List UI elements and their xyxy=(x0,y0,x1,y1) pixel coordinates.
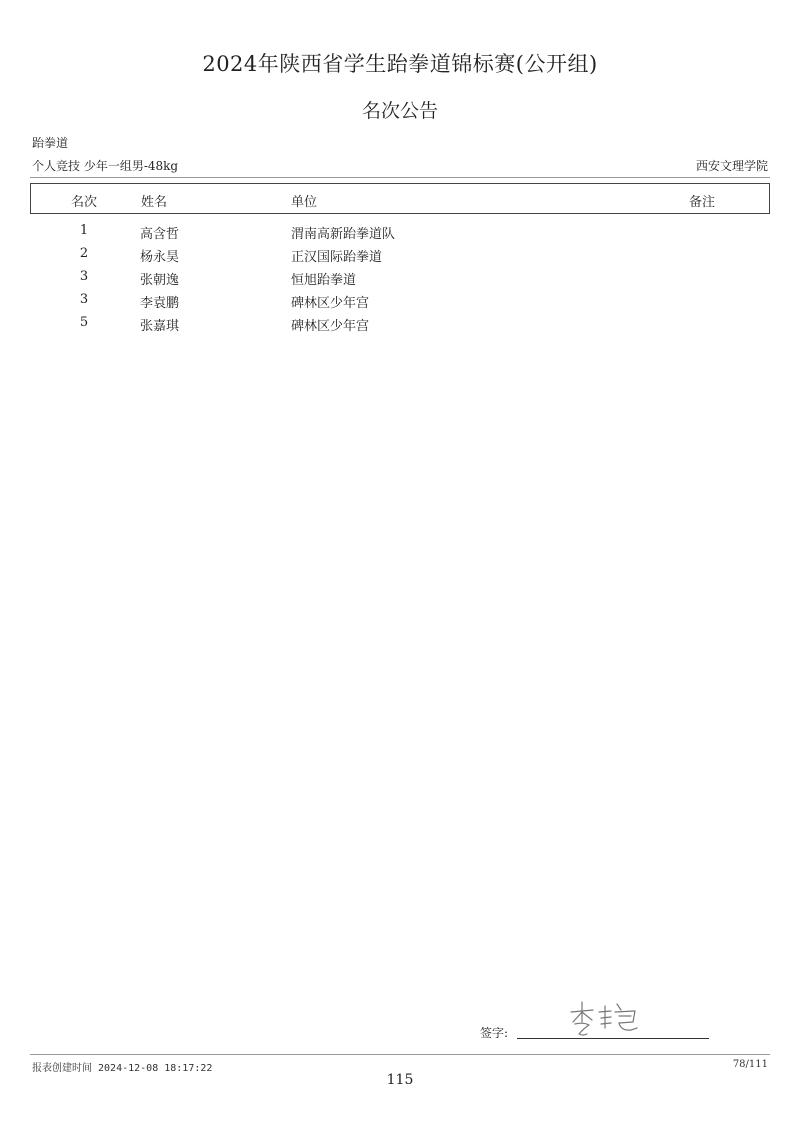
name-cell: 张嘉琪 xyxy=(140,319,180,334)
table-row xyxy=(0,223,800,246)
handwritten-signature xyxy=(565,998,645,1038)
rank-cell: 3 xyxy=(79,269,89,284)
header-unit: 单位 xyxy=(291,195,318,210)
header-name: 姓名 xyxy=(141,195,168,210)
rank-cell: 2 xyxy=(79,246,89,261)
header-note: 备注 xyxy=(689,195,716,210)
name-cell: 高含哲 xyxy=(140,227,180,242)
rank-cell: 1 xyxy=(79,223,89,238)
unit-cell: 正汉国际跆拳道 xyxy=(291,250,383,265)
sport-label: 跆拳道 xyxy=(32,136,69,150)
document-subtitle: 名次公告 xyxy=(361,100,438,122)
header-rank: 名次 xyxy=(71,195,98,210)
name-cell: 李袁鹏 xyxy=(140,296,180,311)
name-cell: 张朝逸 xyxy=(140,273,180,288)
top-divider xyxy=(30,177,770,178)
unit-cell: 碑林区少年宫 xyxy=(291,296,370,311)
rank-cell: 3 xyxy=(79,292,89,307)
name-cell: 杨永昊 xyxy=(140,250,180,265)
signature-label: 签字: xyxy=(480,1026,509,1040)
results-table-body xyxy=(0,223,800,338)
rank-cell: 5 xyxy=(79,315,89,330)
table-header xyxy=(30,183,770,214)
venue-label: 西安文理学院 xyxy=(695,159,768,173)
page-of-total: 78/111 xyxy=(732,1059,768,1070)
table-row xyxy=(0,315,800,338)
table-row xyxy=(0,269,800,292)
unit-cell: 恒旭跆拳道 xyxy=(291,273,357,288)
unit-cell: 渭南高新跆拳道队 xyxy=(291,227,396,242)
signature-line xyxy=(517,1038,709,1039)
bottom-divider xyxy=(30,1054,770,1055)
page-number: 115 xyxy=(386,1072,414,1088)
table-row xyxy=(0,292,800,315)
report-created-time: 报表创建时间 2024-12-08 18:17:22 xyxy=(32,1063,213,1074)
table-row xyxy=(0,246,800,269)
event-label: 个人竞技 少年一组男-48kg xyxy=(32,159,179,173)
unit-cell: 碑林区少年宫 xyxy=(291,319,370,334)
document-title: 2024年陕西省学生跆拳道锦标赛(公开组) xyxy=(202,52,598,76)
